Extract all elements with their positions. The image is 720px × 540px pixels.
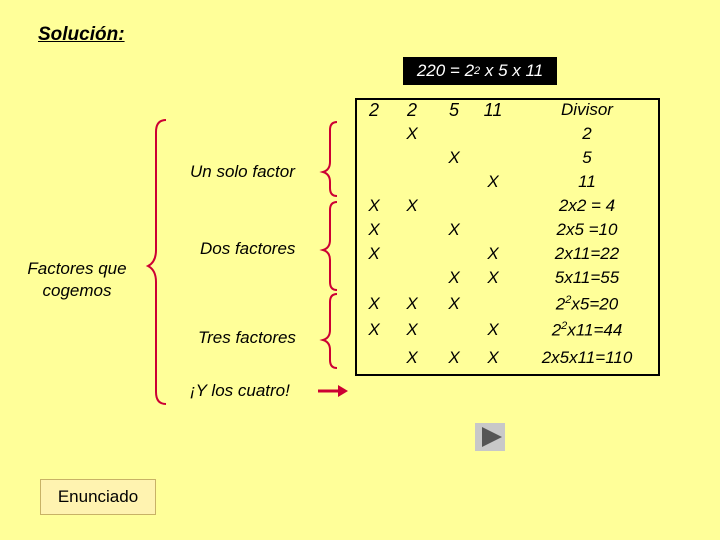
brace-tres-factores xyxy=(323,294,337,368)
mark-cell: X xyxy=(368,294,380,313)
header-factor-2a: 2 xyxy=(368,100,379,120)
mark-cell: X xyxy=(448,294,460,313)
mark-cell: X xyxy=(368,196,380,215)
divisor-value: 2x5 =10 xyxy=(556,220,618,239)
header-factor-2b: 2 xyxy=(406,100,417,120)
header-divisor: Divisor xyxy=(561,100,613,119)
label-dos-factores: Dos factores xyxy=(200,239,296,258)
brace-un-solo-factor xyxy=(323,122,337,196)
mark-cell: X xyxy=(406,320,418,339)
mark-cell: X xyxy=(487,320,499,339)
divisor-value: 2x11=22 xyxy=(554,244,620,263)
mark-cell: X xyxy=(406,124,418,143)
formula-rest: x 5 x 11 xyxy=(484,61,544,80)
mark-cell: X xyxy=(368,220,380,239)
page-title: Solución: xyxy=(38,24,125,45)
mark-cell: X xyxy=(448,348,460,367)
divisor-value: 2x2 = 4 xyxy=(558,196,616,215)
formula-lhs: 220 = xyxy=(416,61,460,80)
brace-dos-factores xyxy=(323,202,337,290)
big-left-brace xyxy=(148,120,166,404)
divisor-value: $2^2x11=44$ xyxy=(551,320,623,340)
divisor-value: 2x5x11=110 xyxy=(541,348,633,367)
mark-cell: X xyxy=(487,268,499,287)
mark-cell: X xyxy=(448,268,460,287)
play-icon xyxy=(482,427,502,447)
mark-cell: X xyxy=(487,244,499,263)
mark-cell: X xyxy=(487,348,499,367)
mark-cell: X xyxy=(448,148,460,167)
label-los-cuatro: ¡Y los cuatro! xyxy=(190,381,290,400)
label-un-solo-factor: Un solo factor xyxy=(190,162,295,181)
mark-cell: X xyxy=(406,294,418,313)
divisor-value: $2^2x5=20$ xyxy=(555,294,619,314)
mark-cell: X xyxy=(448,220,460,239)
divisor-value: 11 xyxy=(578,172,596,191)
mark-cell: X xyxy=(368,320,380,339)
divisor-value: 5 xyxy=(582,148,592,167)
formula-base: 2 xyxy=(464,61,475,80)
mark-cell: X xyxy=(368,244,380,263)
mark-cell: X xyxy=(487,172,499,191)
enunciado-button[interactable]: Enunciado xyxy=(40,479,156,515)
play-button[interactable] xyxy=(475,423,505,451)
divisor-value: 5x11=55 xyxy=(554,268,620,287)
arrow-head xyxy=(338,385,348,397)
header-factor-5: 5 xyxy=(448,100,459,120)
mark-cell: X xyxy=(406,196,418,215)
label-factores-que-cogemos: Factores que cogemos xyxy=(27,259,127,300)
label-tres-factores: Tres factores xyxy=(198,328,296,347)
divisor-value: 2 xyxy=(582,124,592,143)
mark-cell: X xyxy=(406,348,418,367)
header-factor-11: 11 xyxy=(483,100,503,120)
formula-exponent: 2 xyxy=(474,65,481,77)
